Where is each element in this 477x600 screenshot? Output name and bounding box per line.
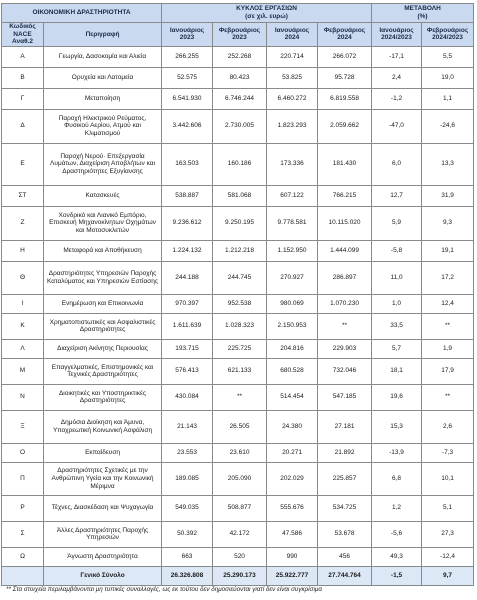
row-description: Χονδρικό και Λιανικό Εμπόριο, Επισκευή Μηχανοκίνητων Οχημάτων και Μοτοσυκλετών <box>44 206 162 240</box>
row-feb-2023: 26.505 <box>213 410 267 443</box>
row-jan-2024: 1.152.950 <box>267 240 318 261</box>
row-feb-2023: 9.250.195 <box>213 206 267 240</box>
total-code <box>2 566 44 585</box>
row-jan-2024: 270.927 <box>267 261 318 294</box>
total-row <box>2 566 474 585</box>
row-jan-2024: 980.069 <box>267 294 318 313</box>
row-jan-2023: 189.085 <box>162 462 213 495</box>
row-jan-change: 6,8 <box>372 462 422 495</box>
code-column-header: Κωδικός NACE Αναθ.2 <box>2 23 44 47</box>
row-jan-change: 1,2 <box>372 495 422 521</box>
table-row <box>2 88 474 109</box>
jan-2023-column-header: Ιανουάριος 2023 <box>162 23 213 47</box>
row-code: Σ <box>2 521 44 547</box>
row-code: Ε <box>2 143 44 185</box>
row-description: Ορυχεία και Λατομεία <box>44 67 162 88</box>
table-row <box>2 462 474 495</box>
row-code: Γ <box>2 88 44 109</box>
feb-2024-column-header: Φεβρουάριος 2024 <box>318 23 372 47</box>
table-row <box>2 358 474 384</box>
row-jan-2024: 220.714 <box>267 46 318 67</box>
total-description: Γενικό Σύνολο <box>44 566 162 585</box>
total-feb-2024: 27.744.764 <box>318 566 372 585</box>
table-row <box>2 261 474 294</box>
row-jan-change: 18,1 <box>372 358 422 384</box>
feb-2023-column-header: Φεβρουάριος 2023 <box>213 23 267 47</box>
row-feb-change: 2,6 <box>422 410 474 443</box>
row-feb-2024: 27.181 <box>318 410 372 443</box>
row-jan-change: -5,8 <box>372 240 422 261</box>
row-feb-2024: 732.046 <box>318 358 372 384</box>
row-jan-2023: 538.887 <box>162 185 213 206</box>
row-jan-2023: 1.224.132 <box>162 240 213 261</box>
table-row <box>2 495 474 521</box>
row-jan-2024: 680.528 <box>267 358 318 384</box>
row-feb-2024: 225.857 <box>318 462 372 495</box>
table-row <box>2 410 474 443</box>
row-jan-2024: 2.150.953 <box>267 313 318 339</box>
row-feb-change: 12,4 <box>422 294 474 313</box>
row-jan-2024: 173.336 <box>267 143 318 185</box>
row-jan-change: 5,9 <box>372 206 422 240</box>
table-row <box>2 313 474 339</box>
row-feb-2023: 225.725 <box>213 339 267 358</box>
row-feb-2024: 229.903 <box>318 339 372 358</box>
total-jan-2023: 26.326.808 <box>162 566 213 585</box>
row-jan-change: 49,3 <box>372 547 422 566</box>
table-row <box>2 206 474 240</box>
row-feb-change: 9,3 <box>422 206 474 240</box>
row-jan-change: 11,0 <box>372 261 422 294</box>
row-jan-2023: 244.188 <box>162 261 213 294</box>
row-jan-2024: 555.676 <box>267 495 318 521</box>
row-jan-change: 12,7 <box>372 185 422 206</box>
row-feb-2023: 2.730.005 <box>213 109 267 143</box>
row-code: Π <box>2 462 44 495</box>
row-code: Ν <box>2 384 44 410</box>
row-jan-change: -5,6 <box>372 521 422 547</box>
row-jan-2023: 430.084 <box>162 384 213 410</box>
row-feb-2023: 244.745 <box>213 261 267 294</box>
row-feb-2023: 1.028.323 <box>213 313 267 339</box>
row-feb-2023: 6.746.244 <box>213 88 267 109</box>
row-jan-2023: 23.553 <box>162 443 213 462</box>
row-jan-2024: 20.271 <box>267 443 318 462</box>
row-code: Θ <box>2 261 44 294</box>
row-feb-2024: 286.897 <box>318 261 372 294</box>
row-jan-change: 6,0 <box>372 143 422 185</box>
row-jan-change: -1,2 <box>372 88 422 109</box>
turnover-header-title: ΚΥΚΛΟΣ ΕΡΓΑΣΙΩΝ <box>236 5 297 13</box>
total-feb-2023: 25.290.173 <box>213 566 267 585</box>
row-code: Ζ <box>2 206 44 240</box>
table-row <box>2 521 474 547</box>
total-jan-2024: 25.922.777 <box>267 566 318 585</box>
row-feb-change: ** <box>422 313 474 339</box>
row-jan-2023: 6.541.930 <box>162 88 213 109</box>
row-jan-change: 33,5 <box>372 313 422 339</box>
row-feb-change: -7,3 <box>422 443 474 462</box>
row-jan-2024: 53.825 <box>267 67 318 88</box>
header-row-top <box>2 4 474 23</box>
jan-2024-column-header: Ιανουάριος 2024 <box>267 23 318 47</box>
row-feb-change: 5,1 <box>422 495 474 521</box>
row-code: Ο <box>2 443 44 462</box>
row-jan-change: -13,9 <box>372 443 422 462</box>
row-description: Μεταφορά και Αποθήκευση <box>44 240 162 261</box>
row-code: Η <box>2 240 44 261</box>
row-feb-change: -24,6 <box>422 109 474 143</box>
row-description: Δημόσια Διοίκηση και Άμυνα, Υποχρεωτική Κοινωνική Ασφάλιση <box>44 410 162 443</box>
row-feb-2023: 520 <box>213 547 267 566</box>
turnover-header <box>162 4 372 23</box>
header-row-columns <box>2 23 474 47</box>
row-code: Ρ <box>2 495 44 521</box>
row-description: Διοικητικές και Υποστηρικτικές Δραστηριότητες <box>44 384 162 410</box>
turnover-header-unit: (σε χιλ. ευρώ) <box>245 13 288 20</box>
row-feb-2024: 10.115.020 <box>318 206 372 240</box>
row-feb-2024: 766.215 <box>318 185 372 206</box>
row-jan-2024: 9.778.581 <box>267 206 318 240</box>
row-jan-change: -47,0 <box>372 109 422 143</box>
row-code: Λ <box>2 339 44 358</box>
row-feb-2023: 80.423 <box>213 67 267 88</box>
row-feb-change: 13,3 <box>422 143 474 185</box>
row-feb-2024: 6.819.558 <box>318 88 372 109</box>
row-feb-change: 27,3 <box>422 521 474 547</box>
row-code: Α <box>2 46 44 67</box>
row-description: Χρηματοπιστωτικές και Ασφαλιστικές Δραστηριότητες <box>44 313 162 339</box>
row-jan-2023: 21.143 <box>162 410 213 443</box>
row-feb-2024: 456 <box>318 547 372 566</box>
row-description: Ενημέρωση και Επικοινωνία <box>44 294 162 313</box>
row-description: Μεταποίηση <box>44 88 162 109</box>
row-feb-change: 17,9 <box>422 358 474 384</box>
row-description: Δραστηριότητες Σχετικές με την Ανθρώπινη Υγεία και την Κοινωνική Μέριμνα <box>44 462 162 495</box>
row-jan-2024: 24.380 <box>267 410 318 443</box>
row-feb-2024: 547.185 <box>318 384 372 410</box>
table-row <box>2 339 474 358</box>
description-column-header: Περιγραφή <box>44 23 162 47</box>
row-feb-2023: 160.186 <box>213 143 267 185</box>
jan-change-column-header: Ιανουάριος 2024/2023 <box>372 23 422 47</box>
row-jan-2024: 607.122 <box>267 185 318 206</box>
row-jan-2023: 163.503 <box>162 143 213 185</box>
table-row <box>2 384 474 410</box>
row-jan-2023: 549.035 <box>162 495 213 521</box>
row-jan-2023: 193.715 <box>162 339 213 358</box>
row-jan-2024: 6.460.272 <box>267 88 318 109</box>
row-jan-2024: 1.823.293 <box>267 109 318 143</box>
row-description: Άγνωστη Δραστηριότητα <box>44 547 162 566</box>
table-row <box>2 46 474 67</box>
row-jan-2023: 576.413 <box>162 358 213 384</box>
row-jan-2023: 970.397 <box>162 294 213 313</box>
row-description: Εκπαίδευση <box>44 443 162 462</box>
row-description: Τέχνες, Διασκέδαση και Ψυχαγωγία <box>44 495 162 521</box>
row-code: Ι <box>2 294 44 313</box>
table-row <box>2 109 474 143</box>
row-feb-change: 17,2 <box>422 261 474 294</box>
row-feb-2024: 266.072 <box>318 46 372 67</box>
row-description: Γεωργία, Δασοκομία και Αλιεία <box>44 46 162 67</box>
row-jan-2023: 663 <box>162 547 213 566</box>
row-description: Διαχείριση Ακίνητης Περιουσίας <box>44 339 162 358</box>
row-feb-2023: 205.090 <box>213 462 267 495</box>
row-feb-2023: 508.877 <box>213 495 267 521</box>
total-jan-change: -1,5 <box>372 566 422 585</box>
row-description: Δραστηριότητες Υπηρεσιών Παροχής Καταλύματος και Υπηρεσιών Εστίασης <box>44 261 162 294</box>
table-row <box>2 185 474 206</box>
row-feb-change: -12,4 <box>422 547 474 566</box>
row-description: Παροχή Νερού· Επεξεργασία Λυμάτων, Διαχείριση Αποβλήτων και Δραστηριότητες Εξυγίανσης <box>44 143 162 185</box>
row-feb-2023: 252.268 <box>213 46 267 67</box>
row-jan-change: 19,6 <box>372 384 422 410</box>
row-feb-2024: 2.059.662 <box>318 109 372 143</box>
row-feb-2023: 1.212.218 <box>213 240 267 261</box>
row-code: ΣΤ <box>2 185 44 206</box>
table-row <box>2 143 474 185</box>
row-feb-2024: 181.430 <box>318 143 372 185</box>
row-feb-2024: 95.728 <box>318 67 372 88</box>
row-feb-2024: 53.678 <box>318 521 372 547</box>
row-jan-2023: 266.255 <box>162 46 213 67</box>
row-code: Κ <box>2 313 44 339</box>
row-jan-2024: 204.816 <box>267 339 318 358</box>
table-body <box>2 46 474 585</box>
feb-change-column-header: Φεβρουάριος 2024/2023 <box>422 23 474 47</box>
row-jan-change: 1,0 <box>372 294 422 313</box>
row-jan-2023: 50.392 <box>162 521 213 547</box>
row-feb-change: 19,1 <box>422 240 474 261</box>
table-row <box>2 443 474 462</box>
row-description: Άλλες Δραστηριότητες Παροχής Υπηρεσιών <box>44 521 162 547</box>
row-jan-2024: 47.586 <box>267 521 318 547</box>
row-code: Ξ <box>2 410 44 443</box>
row-jan-2023: 3.442.606 <box>162 109 213 143</box>
row-jan-change: 2,4 <box>372 67 422 88</box>
row-jan-2024: 990 <box>267 547 318 566</box>
row-feb-change: 5,5 <box>422 46 474 67</box>
row-feb-2023: 42.172 <box>213 521 267 547</box>
change-header-unit: (%) <box>417 13 428 20</box>
row-jan-2024: 514.454 <box>267 384 318 410</box>
row-jan-2024: 202.029 <box>267 462 318 495</box>
table-row <box>2 547 474 566</box>
row-code: Β <box>2 67 44 88</box>
row-description: Κατασκευές <box>44 185 162 206</box>
row-feb-change: 19,0 <box>422 67 474 88</box>
row-feb-2024: 1.070.230 <box>318 294 372 313</box>
row-feb-2023: 621.133 <box>213 358 267 384</box>
row-feb-2023: ** <box>213 384 267 410</box>
change-header-title: ΜΕΤΑΒΟΛΗ <box>404 5 441 13</box>
row-feb-change: 1,1 <box>422 88 474 109</box>
row-feb-2024: 21.892 <box>318 443 372 462</box>
turnover-table <box>1 3 474 586</box>
row-feb-change: 1,9 <box>422 339 474 358</box>
total-feb-change: 9,7 <box>422 566 474 585</box>
row-feb-change: 10,1 <box>422 462 474 495</box>
row-feb-change: ** <box>422 384 474 410</box>
row-jan-change: -17,1 <box>372 46 422 67</box>
row-jan-change: 5,7 <box>372 339 422 358</box>
change-header <box>372 4 474 23</box>
footnote: ** Στα στοιχεία περιλαμβάνονται μη τυπικές συναλλαγές, ως εκ τούτου δεν δημοσιεύονται γιατί δεν είναι συγκρίσιμα <box>6 586 322 593</box>
row-feb-change: 31,9 <box>422 185 474 206</box>
table-row <box>2 294 474 313</box>
activity-header: ΟΙΚΟΝΟΜΙΚΗ ΔΡΑΣΤΗΡΙΟΤΗΤΑ <box>2 4 162 23</box>
row-description: Παροχή Ηλεκτρικού Ρεύματος, Φυσικού Αερίου, Ατμού και Κλιματισμού <box>44 109 162 143</box>
row-feb-2023: 581.068 <box>213 185 267 206</box>
row-jan-2023: 1.611.639 <box>162 313 213 339</box>
table-row <box>2 67 474 88</box>
table-row <box>2 240 474 261</box>
row-feb-2024: ** <box>318 313 372 339</box>
row-feb-2024: 1.444.099 <box>318 240 372 261</box>
row-feb-2023: 23.610 <box>213 443 267 462</box>
row-jan-change: 15,3 <box>372 410 422 443</box>
row-code: Μ <box>2 358 44 384</box>
row-feb-2024: 534.725 <box>318 495 372 521</box>
row-code: Ω <box>2 547 44 566</box>
row-jan-2023: 52.575 <box>162 67 213 88</box>
row-feb-2023: 952.538 <box>213 294 267 313</box>
row-code: Δ <box>2 109 44 143</box>
row-description: Επαγγελματικές, Επιστημονικές και Τεχνικές Δραστηριότητες <box>44 358 162 384</box>
row-jan-2023: 9.236.612 <box>162 206 213 240</box>
